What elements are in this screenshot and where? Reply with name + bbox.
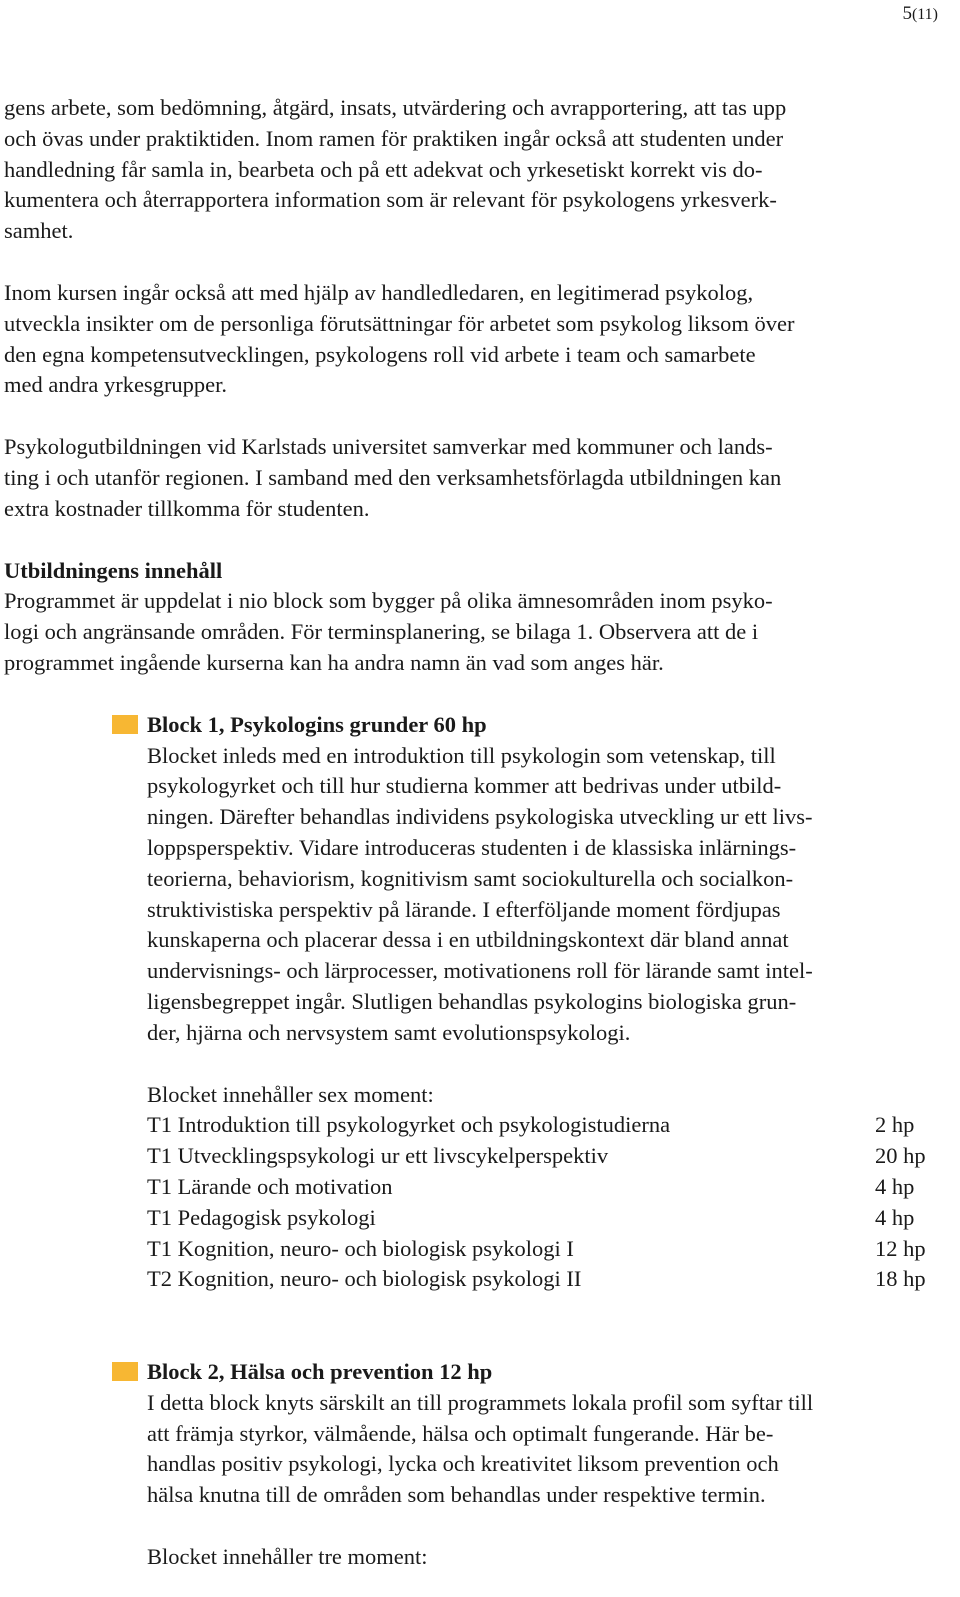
- text-line: med andra yrkesgrupper.: [4, 372, 228, 398]
- text-line: I detta block knyts särskilt an till programmets lokala profil som syftar till: [147, 1389, 814, 1415]
- text-line: ningen. Därefter behandlas individens psykologiska utveckling ur ett livs-: [147, 804, 813, 830]
- module-credits: 20 hp: [875, 1143, 926, 1169]
- paragraph-praktik: [4, 93, 939, 247]
- module-row: [147, 1110, 935, 1141]
- module-row: [147, 1234, 935, 1265]
- text-line: ligensbegreppet ingår. Slutligen behandlas psykologins biologiska grun-: [147, 988, 797, 1014]
- section-heading: Utbildningens innehåll: [4, 557, 223, 583]
- text-line: psykologyrket och till hur studierna kommer att bedrivas under utbild-: [147, 773, 782, 799]
- module-row: [147, 1141, 935, 1172]
- module-name: T1 Kognition, neuro- och biologisk psykologi I: [147, 1235, 574, 1261]
- block-1: [4, 710, 939, 1295]
- text-line: gens arbete, som bedömning, åtgärd, insats, utvärdering och avrapportering, att tas upp: [4, 95, 787, 120]
- square-bullet-icon: [112, 1362, 138, 1381]
- text-line: Blocket inleds med en introduktion till psykologin som vetenskap, till: [147, 742, 776, 768]
- paragraph-insikter: [4, 278, 939, 401]
- text-line: logi och angränsande områden. För terminsplanering, se bilaga 1. Observera att de i: [4, 619, 759, 645]
- text-line: ting i och utanför regionen. I samband med den verksamhetsförlagda utbildningen kan: [4, 464, 782, 490]
- module-name: T1 Utvecklingspsykologi ur ett livscykelperspektiv: [147, 1143, 609, 1169]
- text-line: struktivistiska perspektiv på lärande. I efterföljande moment fördjupas: [147, 896, 781, 922]
- text-line: att främja styrkor, välmående, hälsa och optimalt fungerande. Här be-: [147, 1420, 774, 1446]
- square-bullet-icon: [112, 715, 138, 734]
- module-row: [147, 1172, 935, 1203]
- module-credits: 18 hp: [875, 1266, 926, 1292]
- moments-intro: Blocket innehåller tre moment:: [147, 1544, 428, 1570]
- text-line: kumentera och återrapportera information som är relevant för psykologens yrkesverk-: [4, 187, 777, 213]
- block-2: [4, 1357, 939, 1573]
- module-name: T1 Lärande och motivation: [147, 1173, 393, 1199]
- text-line: utveckla insikter om de personliga förutsättningar för arbetet som psykolog liksom över: [4, 310, 795, 336]
- page-number: 5(11): [902, 3, 938, 24]
- text-line: samhet.: [4, 218, 74, 244]
- module-row: [147, 1264, 935, 1295]
- document-body: [4, 93, 939, 1573]
- text-line: och övas under praktiktiden. Inom ramen för praktiken ingår också att studenten under: [4, 125, 784, 151]
- module-name: T1 Introduktion till psykologyrket och psykologistudierna: [147, 1112, 671, 1138]
- text-line: Inom kursen ingår också att med hjälp av handledledaren, en legitimerad psykolog,: [4, 279, 754, 305]
- text-line: kunskaperna och placerar dessa i en utbildningskontext där bland annat: [147, 927, 789, 953]
- module-name: T1 Pedagogisk psykologi: [147, 1204, 376, 1230]
- text-line: hälsa knutna till de områden som behandlas under respektive termin.: [147, 1482, 766, 1508]
- module-credits: 12 hp: [875, 1235, 926, 1261]
- text-line: teorierna, behaviorism, kognitivism samt sociokulturella och socialkon-: [147, 865, 794, 891]
- module-row: [147, 1203, 935, 1234]
- block-title: Block 2, Hälsa och prevention 12 hp: [147, 1359, 493, 1385]
- module-credits: 2 hp: [875, 1112, 915, 1138]
- text-line: der, hjärna och nervsystem samt evolutionspsykologi.: [147, 1019, 631, 1045]
- block-title: Block 1, Psykologins grunder 60 hp: [147, 711, 487, 737]
- text-line: extra kostnader tillkomma för studenten.: [4, 495, 370, 521]
- module-credits: 4 hp: [875, 1204, 915, 1230]
- module-name: T2 Kognition, neuro- och biologisk psykologi II: [147, 1266, 582, 1292]
- text-line: Psykologutbildningen vid Karlstads universitet samverkar med kommuner och lands-: [4, 434, 773, 460]
- text-line: handlas positiv psykologi, lycka och kreativitet liksom prevention och: [147, 1451, 779, 1477]
- text-line: den egna kompetensutvecklingen, psykologens roll vid arbete i team och samarbete: [4, 341, 756, 367]
- section-innehall: [4, 556, 939, 679]
- text-line: handledning får samla in, bearbeta och på ett adekvat och yrkesetiskt korrekt vis do-: [4, 156, 763, 182]
- text-line: programmet ingående kurserna kan ha andra namn än vad som anges här.: [4, 649, 664, 675]
- text-line: Programmet är uppdelat i nio block som bygger på olika ämnesområden inom psyko-: [4, 588, 773, 614]
- paragraph-samverkan: [4, 432, 939, 524]
- module-credits: 4 hp: [875, 1173, 915, 1199]
- moments-intro: Blocket innehåller sex moment:: [147, 1081, 434, 1107]
- text-line: undervisnings- och lärprocesser, motivationens roll för lärande samt intel-: [147, 958, 813, 984]
- text-line: loppsperspektiv. Vidare introduceras studenten i de klassiska inlärnings-: [147, 834, 797, 860]
